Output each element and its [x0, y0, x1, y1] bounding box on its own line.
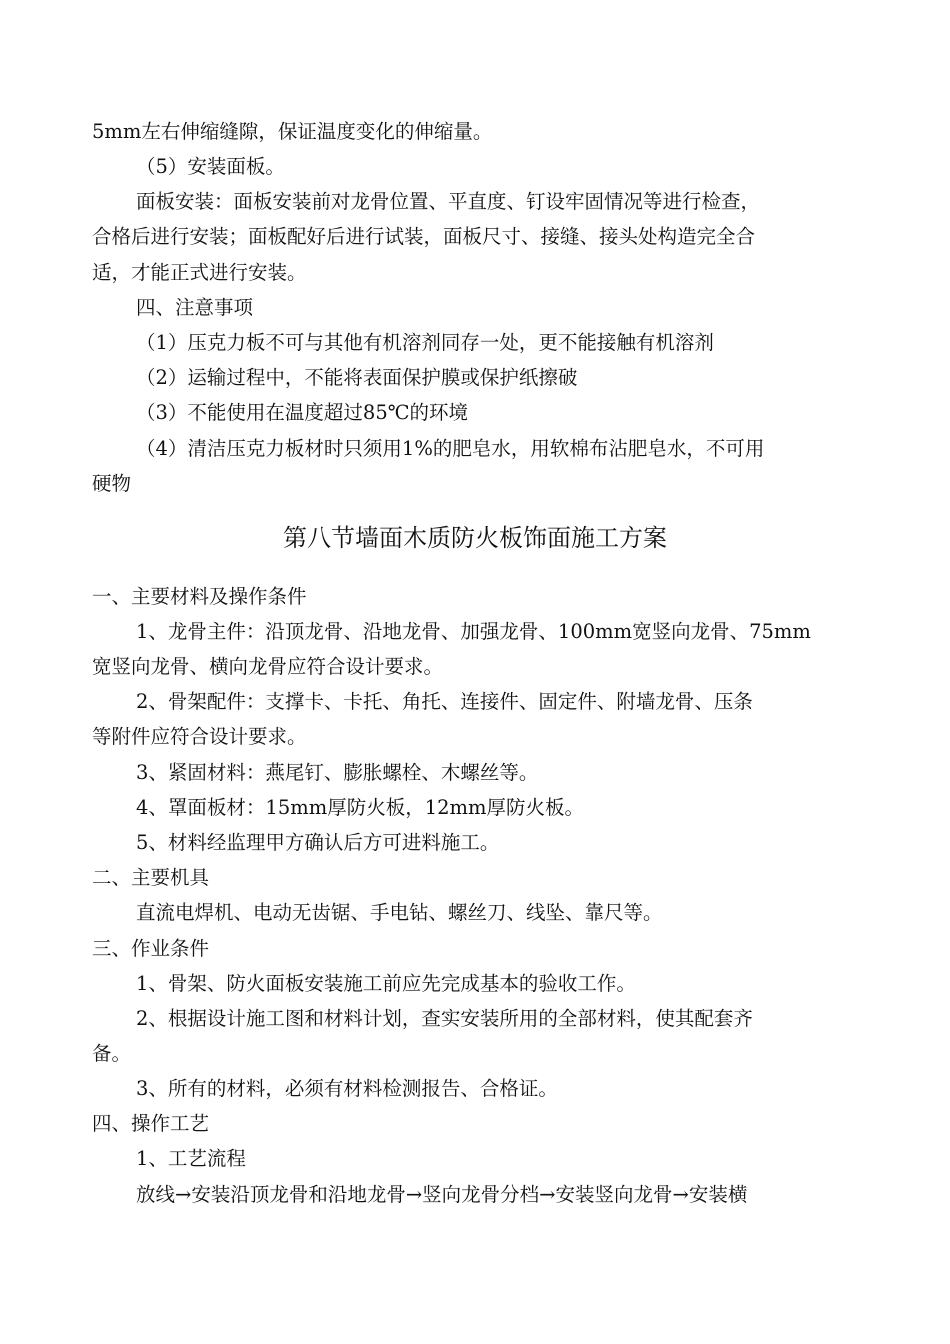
paragraph-line: （3）不能使用在温度超过85℃的环境 [136, 401, 469, 424]
paragraph-line: 1、龙骨主件：沿顶龙骨、沿地龙骨、加强龙骨、100mm宽竖向龙骨、75mm [136, 620, 811, 643]
paragraph-line: 适，才能正式进行安装。 [92, 261, 307, 284]
paragraph-line: 1、骨架、防火面板安装施工前应先完成基本的验收工作。 [136, 972, 636, 995]
paragraph-line: 3、所有的材料，必须有材料检测报告、合格证。 [136, 1077, 558, 1100]
paragraph-line: 面板安装：面板安装前对龙骨位置、平直度、钉设牢固情况等进行检查， [136, 190, 761, 213]
paragraph-line: （1）压克力板不可与其他有机溶剂同存一处，更不能接触有机溶剂 [136, 331, 714, 354]
paragraph-line: 3、紧固材料：燕尾钉、膨胀螺栓、木螺丝等。 [136, 761, 539, 784]
heading-line: 四、注意事项 [136, 296, 254, 319]
paragraph-line: （2）运输过程中，不能将表面保护膜或保护纸擦破 [136, 366, 578, 389]
paragraph-line: 1、工艺流程 [136, 1147, 246, 1170]
paragraph-line: 5mm左右伸缩缝隙，保证温度变化的伸缩量。 [92, 120, 493, 143]
paragraph-line: （5）安装面板。 [136, 155, 285, 178]
paragraph-line: 2、根据设计施工图和材料计划，查实安装所用的全部材料，使其配套齐 [136, 1007, 753, 1030]
paragraph-line: 备。 [92, 1042, 132, 1065]
paragraph-line: 合格后进行安装；面板配好后进行试装，面板尺寸、接缝、接头处构造完全合 [92, 225, 756, 248]
heading-line: 二、主要机具 [92, 866, 210, 889]
paragraph-line: 直流电焊机、电动无齿锯、手电钻、螺丝刀、线坠、靠尺等。 [136, 901, 663, 924]
heading-line: 三、作业条件 [92, 937, 210, 960]
paragraph-line: 宽竖向龙骨、横向龙骨应符合设计要求。 [92, 655, 444, 678]
heading-line: 一、主要材料及操作条件 [92, 585, 307, 608]
paragraph-line: 等附件应符合设计要求。 [92, 725, 307, 748]
section-title: 第八节墙面木质防火板饰面施工方案 [283, 524, 667, 552]
heading-line: 四、操作工艺 [92, 1112, 210, 1135]
paragraph-line: 5、材料经监理甲方确认后方可进料施工。 [136, 831, 500, 854]
paragraph-line: 2、骨架配件：支撑卡、卡托、角托、连接件、固定件、附墙龙骨、压条 [136, 690, 753, 713]
paragraph-line: 4、罩面板材：15mm厚防火板，12mm厚防火板。 [136, 796, 584, 819]
paragraph-line: （4）清洁压克力板材时只须用1%的肥皂水，用软棉布沾肥皂水，不可用 [136, 437, 765, 460]
paragraph-line: 硬物 [92, 472, 132, 495]
paragraph-line: 放线→安装沿顶龙骨和沿地龙骨→竖向龙骨分档→安装竖向龙骨→安装横 [136, 1183, 748, 1206]
